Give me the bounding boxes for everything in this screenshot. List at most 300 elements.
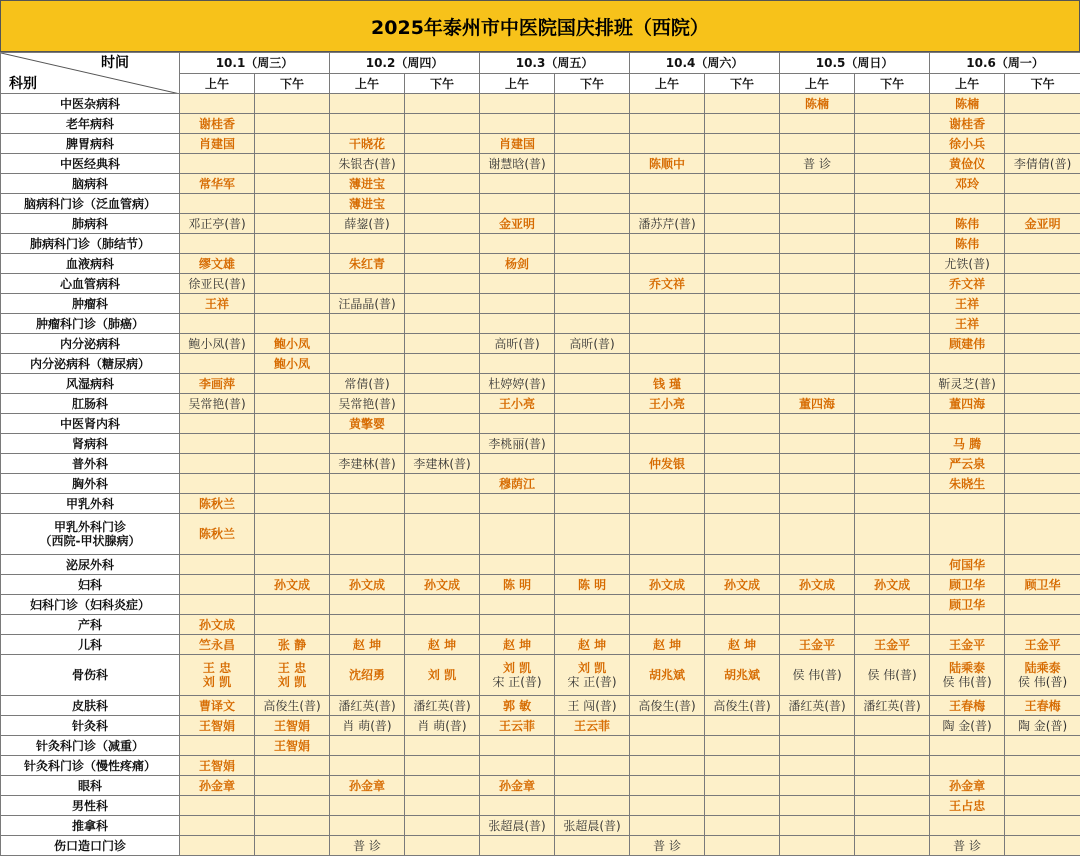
- schedule-cell: [180, 454, 255, 474]
- schedule-cell: [930, 334, 1005, 354]
- doctor-name: 赵 坤: [727, 637, 757, 652]
- schedule-cell: [780, 214, 855, 234]
- schedule-cell: [930, 234, 1005, 254]
- schedule-cell: [855, 575, 930, 595]
- schedule-cell: [405, 736, 480, 756]
- schedule-cell: [330, 154, 405, 174]
- doctor-name: 王金平: [1024, 637, 1061, 652]
- schedule-cell: [330, 134, 405, 154]
- department-name-line: 老年病科: [65, 116, 114, 131]
- pm-header: 下午: [255, 74, 330, 94]
- schedule-cell: [555, 756, 630, 776]
- schedule-cell: [780, 134, 855, 154]
- department-name-line: 肿瘤科: [71, 296, 108, 311]
- doctor-name: 曹译文: [198, 698, 235, 713]
- department-name-line: 肺病科: [71, 216, 108, 231]
- department-name-line: 针灸科: [71, 718, 108, 733]
- schedule-cell: [255, 234, 330, 254]
- doctor-name: 潘红英(普): [788, 698, 846, 713]
- schedule-cell: [555, 776, 630, 796]
- schedule-cell: [330, 394, 405, 414]
- department-name: [1, 776, 180, 796]
- schedule-cell: [1005, 796, 1080, 816]
- schedule-cell: [855, 615, 930, 635]
- doctor-name: 顾建伟: [949, 336, 986, 351]
- schedule-cell: [705, 655, 780, 696]
- schedule-cell: [630, 696, 705, 716]
- doctor-name: 孙文成: [424, 577, 461, 592]
- doctor-name: 潘红英(普): [413, 698, 471, 713]
- schedule-cell: [330, 816, 405, 836]
- doctor-name: 王智娟: [274, 738, 311, 753]
- schedule-cell: [480, 474, 555, 494]
- schedule-cell: [630, 294, 705, 314]
- schedule-cell: [330, 234, 405, 254]
- schedule-cell: [405, 816, 480, 836]
- schedule-cell: [780, 234, 855, 254]
- schedule-cell: [780, 334, 855, 354]
- schedule-cell: [555, 514, 630, 555]
- schedule-cell: [480, 716, 555, 736]
- doctor-name: 孙金章: [198, 778, 235, 793]
- schedule-cell: [630, 354, 705, 374]
- doctor-name: 陆乘泰: [1024, 661, 1061, 675]
- schedule-cell: [855, 414, 930, 434]
- schedule-cell: [630, 134, 705, 154]
- schedule-cell: [555, 394, 630, 414]
- schedule-cell: [1005, 354, 1080, 374]
- doctor-name: 陈楠: [805, 96, 830, 111]
- doctor-name: 王 闯(普): [567, 698, 617, 713]
- department-name-line: 普外科: [71, 456, 108, 471]
- doctor-name: 胡兆斌: [724, 668, 761, 682]
- table-row: [1, 836, 1080, 856]
- schedule-cell: [180, 494, 255, 514]
- schedule-cell: [555, 736, 630, 756]
- schedule-body: [1, 94, 1080, 856]
- schedule-cell: [180, 736, 255, 756]
- schedule-cell: [405, 555, 480, 575]
- department-name: [1, 816, 180, 836]
- schedule-cell: [705, 776, 780, 796]
- schedule-cell: [780, 314, 855, 334]
- dept-label: 科别: [9, 76, 37, 92]
- schedule-cell: [480, 756, 555, 776]
- doctor-name: 黄俭仪: [949, 156, 986, 171]
- schedule-cell: [480, 294, 555, 314]
- schedule-cell: [330, 314, 405, 334]
- schedule-cell: [630, 334, 705, 354]
- schedule-cell: [1005, 274, 1080, 294]
- schedule-cell: [555, 716, 630, 736]
- doctor-name: 金亚明: [499, 216, 536, 231]
- table-row: [1, 254, 1080, 274]
- schedule-cell: [855, 474, 930, 494]
- schedule-cell: [1005, 514, 1080, 555]
- schedule-cell: [1005, 454, 1080, 474]
- schedule-cell: [780, 414, 855, 434]
- schedule-cell: [180, 314, 255, 334]
- doctor-name: 仲发银: [649, 456, 686, 471]
- schedule-cell: [405, 454, 480, 474]
- schedule-cell: [255, 134, 330, 154]
- department-name-line: 妇科: [77, 577, 102, 592]
- department-name-line: （西院-甲状腺病）: [39, 534, 141, 548]
- pm-header: 下午: [1005, 74, 1080, 94]
- doctor-name: 孙金章: [949, 778, 986, 793]
- schedule-cell: [780, 635, 855, 655]
- schedule-cell: [405, 655, 480, 696]
- table-row: [1, 555, 1080, 575]
- schedule-cell: [555, 655, 630, 696]
- schedule-cell: [480, 134, 555, 154]
- schedule-cell: [630, 414, 705, 434]
- schedule-cell: [930, 836, 1005, 856]
- day-header: 10.5（周日）: [780, 53, 930, 74]
- day-header: 10.2（周四）: [330, 53, 480, 74]
- schedule-cell: [255, 575, 330, 595]
- schedule-cell: [255, 595, 330, 615]
- header-corner: [1, 53, 180, 94]
- doctor-name: 刘 凯: [427, 668, 457, 682]
- table-row: [1, 736, 1080, 756]
- schedule-cell: [330, 615, 405, 635]
- schedule-cell: [255, 615, 330, 635]
- schedule-cell: [330, 174, 405, 194]
- schedule-cell: [180, 836, 255, 856]
- schedule-cell: [330, 575, 405, 595]
- schedule-cell: [780, 274, 855, 294]
- department-name: [1, 454, 180, 474]
- schedule-cell: [855, 836, 930, 856]
- doctor-name: 靳灵芝(普): [938, 376, 996, 391]
- table-row: [1, 454, 1080, 474]
- schedule-cell: [180, 474, 255, 494]
- schedule-cell: [855, 154, 930, 174]
- doctor-name: 王智娟: [198, 718, 235, 733]
- doctor-name: 肖 萌(普): [417, 718, 467, 733]
- schedule-cell: [555, 274, 630, 294]
- am-header: 上午: [930, 74, 1005, 94]
- table-row: [1, 294, 1080, 314]
- doctor-name: 邓玲: [955, 176, 980, 191]
- doctor-name: 肖建国: [198, 136, 235, 151]
- schedule-cell: [1005, 314, 1080, 334]
- schedule-cell: [705, 174, 780, 194]
- schedule-cell: [180, 394, 255, 414]
- department-name-line: 男性科: [71, 798, 108, 813]
- schedule-cell: [855, 635, 930, 655]
- schedule-cell: [255, 254, 330, 274]
- schedule-cell: [330, 776, 405, 796]
- department-name: [1, 134, 180, 154]
- department-name: [1, 434, 180, 454]
- department-name: [1, 635, 180, 655]
- schedule-cell: [405, 836, 480, 856]
- doctor-name: 严云泉: [949, 456, 986, 471]
- schedule-cell: [330, 194, 405, 214]
- schedule-cell: [780, 454, 855, 474]
- schedule-cell: [630, 555, 705, 575]
- schedule-cell: [555, 696, 630, 716]
- schedule-cell: [1005, 294, 1080, 314]
- schedule-cell: [480, 555, 555, 575]
- department-name: [1, 114, 180, 134]
- schedule-cell: [555, 174, 630, 194]
- table-row: [1, 716, 1080, 736]
- department-name-line: 肛肠科: [71, 396, 108, 411]
- doctor-name: 王小亮: [649, 396, 686, 411]
- schedule-cell: [705, 736, 780, 756]
- department-name: [1, 354, 180, 374]
- schedule-cell: [180, 796, 255, 816]
- doctor-name: 普 诊: [953, 838, 981, 853]
- schedule-cell: [555, 254, 630, 274]
- schedule-cell: [855, 374, 930, 394]
- department-name-line: 骨伤科: [71, 668, 108, 682]
- table-row: [1, 314, 1080, 334]
- schedule-cell: [930, 655, 1005, 696]
- schedule-cell: [1005, 434, 1080, 454]
- schedule-cell: [705, 254, 780, 274]
- schedule-cell: [255, 394, 330, 414]
- schedule-cell: [180, 615, 255, 635]
- doctor-name: 张超晨(普): [563, 818, 621, 833]
- schedule-cell: [855, 294, 930, 314]
- doctor-name: 孙金章: [499, 778, 536, 793]
- doctor-name: 谢桂香: [949, 116, 986, 131]
- doctor-name: 王占忠: [949, 798, 986, 813]
- department-name: [1, 174, 180, 194]
- schedule-cell: [855, 114, 930, 134]
- doctor-name: 侯 伟(普): [942, 675, 992, 689]
- pm-header: 下午: [855, 74, 930, 94]
- schedule-cell: [480, 114, 555, 134]
- doctor-name: 潘红英(普): [338, 698, 396, 713]
- schedule-cell: [630, 756, 705, 776]
- department-name: [1, 716, 180, 736]
- table-row: [1, 514, 1080, 555]
- schedule-cell: [480, 494, 555, 514]
- schedule-cell: [705, 635, 780, 655]
- schedule-cell: [630, 514, 705, 555]
- department-name: [1, 696, 180, 716]
- table-row: [1, 334, 1080, 354]
- doctor-name: 缪文雄: [198, 256, 235, 271]
- doctor-name: 马 腾: [952, 436, 982, 451]
- schedule-cell: [1005, 615, 1080, 635]
- schedule-cell: [705, 575, 780, 595]
- schedule-cell: [705, 595, 780, 615]
- day-header: 10.6（周一）: [930, 53, 1080, 74]
- doctor-name: 尤铁(普): [944, 256, 990, 271]
- schedule-cell: [780, 655, 855, 696]
- schedule-cell: [330, 214, 405, 234]
- schedule-cell: [1005, 114, 1080, 134]
- schedule-cell: [555, 114, 630, 134]
- schedule-cell: [855, 776, 930, 796]
- doctor-name: 王祥: [955, 316, 980, 331]
- schedule-cell: [780, 696, 855, 716]
- schedule-cell: [255, 274, 330, 294]
- department-name-line: 肾病科: [71, 436, 108, 451]
- doctor-name: 何国华: [949, 557, 986, 572]
- schedule-cell: [480, 374, 555, 394]
- schedule-cell: [930, 314, 1005, 334]
- schedule-cell: [255, 796, 330, 816]
- doctor-name: 肖 萌(普): [342, 718, 392, 733]
- schedule-cell: [1005, 334, 1080, 354]
- schedule-cell: [780, 474, 855, 494]
- schedule-cell: [405, 575, 480, 595]
- schedule-cell: [1005, 696, 1080, 716]
- department-name-line: 针灸科门诊（减重）: [35, 738, 144, 753]
- schedule-cell: [180, 194, 255, 214]
- doctor-name: 孙文成: [274, 577, 311, 592]
- doctor-name: 王金平: [874, 637, 911, 652]
- schedule-cell: [780, 816, 855, 836]
- schedule-cell: [705, 294, 780, 314]
- doctor-name: 王云菲: [574, 718, 611, 733]
- doctor-name: 赵 坤: [427, 637, 457, 652]
- schedule-cell: [180, 414, 255, 434]
- doctor-name: 李倩倩(普): [1013, 156, 1072, 171]
- schedule-cell: [405, 494, 480, 514]
- schedule-cell: [330, 635, 405, 655]
- am-header: 上午: [630, 74, 705, 94]
- department-name: [1, 756, 180, 776]
- doctor-name: 杜婷婷(普): [488, 376, 546, 391]
- schedule-cell: [255, 374, 330, 394]
- schedule-cell: [255, 756, 330, 776]
- department-name: [1, 796, 180, 816]
- doctor-name: 王祥: [204, 296, 229, 311]
- doctor-name: 肖建国: [499, 136, 536, 151]
- doctor-name: 朱晓生: [949, 476, 986, 491]
- table-row: [1, 494, 1080, 514]
- department-name-line: 妇科门诊（妇科炎症）: [29, 597, 150, 612]
- doctor-name: 董四海: [949, 396, 986, 411]
- doctor-name: 陈秋兰: [198, 527, 235, 541]
- schedule-cell: [855, 134, 930, 154]
- schedule-cell: [630, 434, 705, 454]
- schedule-cell: [630, 595, 705, 615]
- schedule-cell: [855, 736, 930, 756]
- schedule-cell: [180, 776, 255, 796]
- department-name: [1, 615, 180, 635]
- schedule-cell: [930, 154, 1005, 174]
- pm-header: 下午: [705, 74, 780, 94]
- schedule-cell: [705, 134, 780, 154]
- schedule-cell: [255, 716, 330, 736]
- doctor-name: 赵 坤: [577, 637, 607, 652]
- department-name-line: 中医经典科: [59, 156, 120, 171]
- department-name: [1, 736, 180, 756]
- schedule-cell: [780, 736, 855, 756]
- schedule-title: 2025年泰州市中医院国庆排班（西院）: [0, 0, 1080, 52]
- schedule-cell: [930, 696, 1005, 716]
- doctor-name: 宋 正(普): [492, 675, 542, 689]
- schedule-cell: [480, 194, 555, 214]
- schedule-cell: [930, 756, 1005, 776]
- schedule-cell: [255, 334, 330, 354]
- schedule-cell: [255, 655, 330, 696]
- schedule-cell: [630, 94, 705, 114]
- schedule-cell: [555, 294, 630, 314]
- schedule-cell: [480, 354, 555, 374]
- table-row: [1, 234, 1080, 254]
- schedule-cell: [480, 214, 555, 234]
- schedule-cell: [705, 434, 780, 454]
- schedule-cell: [555, 374, 630, 394]
- schedule-cell: [855, 394, 930, 414]
- schedule-cell: [330, 555, 405, 575]
- table-row: [1, 194, 1080, 214]
- schedule-cell: [855, 756, 930, 776]
- schedule-cell: [855, 494, 930, 514]
- schedule-cell: [930, 394, 1005, 414]
- schedule-cell: [480, 575, 555, 595]
- schedule-cell: [255, 214, 330, 234]
- schedule-cell: [405, 94, 480, 114]
- schedule-cell: [1005, 776, 1080, 796]
- schedule-cell: [330, 494, 405, 514]
- schedule-cell: [255, 154, 330, 174]
- department-name-line: 血液病科: [65, 256, 114, 271]
- doctor-name: 邓正亭(普): [188, 216, 246, 231]
- schedule-cell: [255, 314, 330, 334]
- doctor-name: 沈绍勇: [349, 668, 386, 682]
- schedule-cell: [555, 575, 630, 595]
- schedule-cell: [630, 114, 705, 134]
- schedule-cell: [705, 394, 780, 414]
- doctor-name: 徐小兵: [949, 136, 986, 151]
- schedule-cell: [480, 514, 555, 555]
- doctor-name: 薛鋆(普): [344, 216, 390, 231]
- schedule-cell: [255, 174, 330, 194]
- schedule-cell: [555, 494, 630, 514]
- department-name: [1, 194, 180, 214]
- department-name-line: 甲乳外科: [65, 496, 114, 511]
- schedule-cell: [480, 816, 555, 836]
- schedule-cell: [930, 736, 1005, 756]
- schedule-cell: [630, 374, 705, 394]
- schedule-cell: [405, 354, 480, 374]
- department-name-line: 中医肾内科: [59, 416, 120, 431]
- schedule-cell: [480, 314, 555, 334]
- schedule-cell: [180, 575, 255, 595]
- day-header: 10.1（周三）: [180, 53, 330, 74]
- schedule-cell: [405, 635, 480, 655]
- doctor-name: 普 诊: [653, 838, 681, 853]
- schedule-cell: [480, 615, 555, 635]
- schedule-cell: [330, 655, 405, 696]
- schedule-cell: [930, 474, 1005, 494]
- schedule-cell: [180, 595, 255, 615]
- schedule-cell: [930, 796, 1005, 816]
- schedule-cell: [480, 394, 555, 414]
- schedule-cell: [180, 154, 255, 174]
- am-header: 上午: [780, 74, 855, 94]
- schedule-cell: [780, 716, 855, 736]
- doctor-name: 高俊生(普): [263, 698, 321, 713]
- schedule-cell: [1005, 655, 1080, 696]
- schedule-cell: [180, 756, 255, 776]
- doctor-name: 侯 伟(普): [1017, 675, 1068, 689]
- schedule-cell: [930, 635, 1005, 655]
- doctor-name: 胡兆斌: [649, 668, 686, 682]
- schedule-cell: [930, 294, 1005, 314]
